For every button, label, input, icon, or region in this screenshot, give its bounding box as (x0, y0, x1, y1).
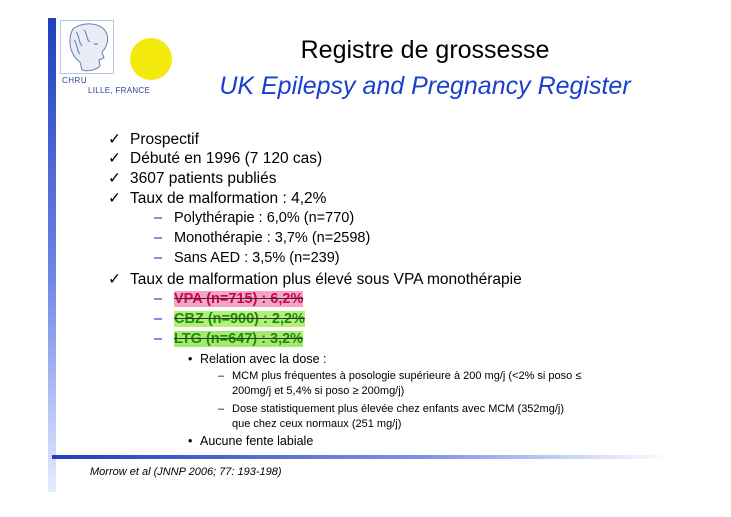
dash-icon: – (218, 403, 225, 415)
citation-footer: Morrow et al (JNNP 2006; 77: 193-198) (90, 466, 282, 478)
logo-text-city: LILLE, FRANCE (88, 86, 151, 95)
dash-icon: – (218, 370, 225, 382)
check-icon: ✓ (108, 170, 121, 187)
sub-item-ltg (154, 331, 303, 347)
sub-item: – Sans AED : 3,5% (n=239) (154, 250, 340, 266)
bullet-icon: • (188, 434, 193, 448)
bullet-icon: • (188, 352, 193, 366)
dash-icon: – (154, 230, 163, 246)
detail-item: – Dose statistiquement plus élevée chez enfants avec MCM (352mg/j) (218, 403, 564, 415)
dash-icon: – (154, 331, 163, 347)
logo-text-chru: CHRU (62, 76, 88, 85)
list-item: ✓ 3607 patients publiés (108, 170, 277, 187)
sub-item-vpa (154, 291, 303, 307)
dash-icon: – (154, 311, 163, 327)
check-icon: ✓ (108, 271, 121, 288)
dash-icon: – (154, 291, 163, 307)
sub-item-cbz (154, 311, 305, 327)
sub-sub-item: • Aucune fente labiale (188, 434, 314, 448)
list-item: ✓ Taux de malformation : 4,2% (108, 190, 327, 207)
logo-sun-icon (130, 38, 172, 80)
logo-face-icon (66, 22, 112, 74)
highlight-ltg: LTG (n=647) : 3,2% (174, 331, 304, 347)
list-item: ✓ Débuté en 1996 (7 120 cas) (108, 150, 323, 167)
dash-icon: – (154, 210, 163, 226)
chru-logo (60, 20, 176, 100)
page-title: Registre de grossesse (300, 36, 550, 64)
detail-item: – MCM plus fréquentes à posologie supérieure à 200 mg/j (<2% si poso ≤ (218, 370, 582, 382)
check-icon: ✓ (108, 190, 121, 207)
check-icon: ✓ (108, 131, 121, 148)
sub-sub-item: • Relation avec la dose : (188, 352, 327, 366)
page-subtitle: UK Epilepsy and Pregnancy Register (219, 72, 631, 100)
bottom-accent-bar (52, 455, 672, 459)
sub-item: – Polythérapie : 6,0% (n=770) (154, 210, 355, 226)
sub-item: – Monothérapie : 3,7% (n=2598) (154, 230, 371, 246)
dash-icon: – (154, 250, 163, 266)
list-item: ✓ Taux de malformation plus élevé sous VPA monothérapie (108, 271, 522, 288)
check-icon: ✓ (108, 150, 121, 167)
highlight-vpa: VPA (n=715) : 6,2% (174, 291, 304, 307)
detail-item-continued: que chez ceux normaux (251 mg/j) (232, 418, 402, 430)
list-item: ✓ Prospectif (108, 131, 199, 148)
highlight-cbz: CBZ (n=900) : 2,2% (174, 311, 305, 327)
detail-item-continued: 200mg/j et 5,4% si poso ≥ 200mg/j) (232, 385, 405, 397)
left-accent-bar (48, 18, 56, 492)
